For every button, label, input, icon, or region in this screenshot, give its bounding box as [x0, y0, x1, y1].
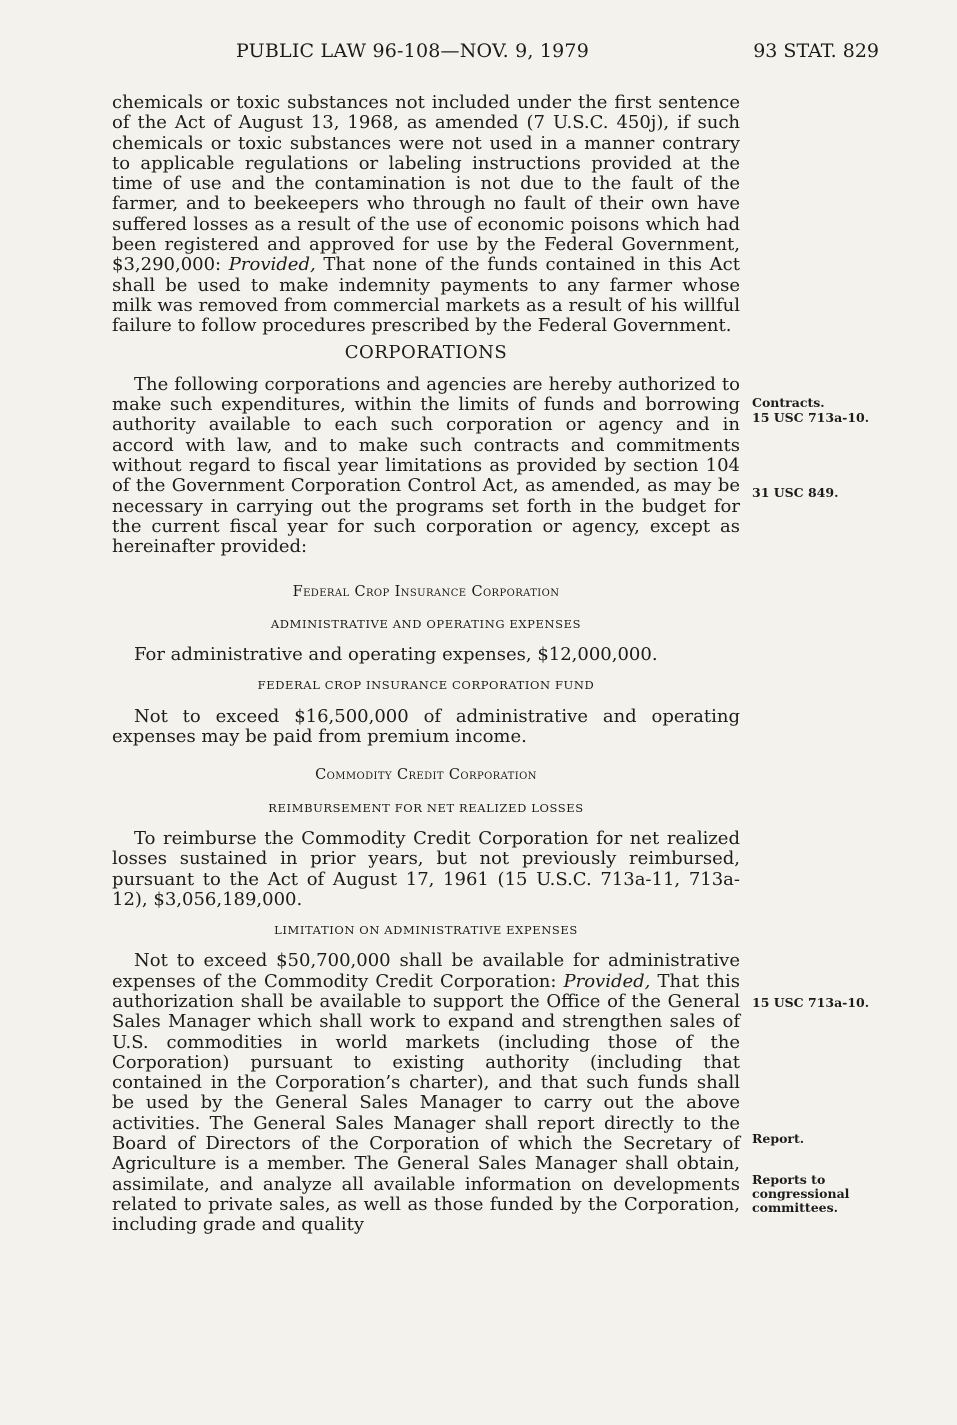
margin-note-report: Report. [752, 1131, 805, 1146]
statute-page-number: 93 STAT. 829 [753, 40, 879, 62]
public-law-title: PUBLIC LAW 96-108—NOV. 9, 1979 [236, 40, 589, 62]
margin-note-line: Reports to [752, 1172, 826, 1187]
body-text-column [112, 93, 740, 1236]
paragraph-text: That none of the funds contained in this Act shall be used to make indemnity payments to any farmer whose milk was removed from commercial markets as a result of his willful failure to follow procedures prescribed by the Federal Government. [112, 254, 740, 337]
margin-note-15-usc-713a-10-second: 15 USC 713a-10. [752, 995, 870, 1010]
paragraph-general-sales-manager [112, 951, 740, 1235]
subheading-administrative-operating-expenses: ADMINISTRATIVE AND OPERATING EXPENSES [270, 616, 582, 631]
paragraph-text: Not to exceed $50,700,000 shall be available for administrative expenses of the Commodity Credit Corporation: [112, 950, 740, 992]
margin-note-15-usc-713a-10: 15 USC 713a-10. [752, 410, 870, 425]
section-heading-corporations: CORPORATIONS [344, 341, 508, 363]
paragraph-reimbursement: To reimburse the Commodity Credit Corporation for net realized losses sustained in prior years, but not previously reimbursed, pursuant to the Act of August 17, 1961 (15 U.S.C. 713a-11, 713a-12), $3,056,189,000. [112, 827, 740, 910]
heading-commodity-credit-corporation: Commodity Credit Corporation [315, 767, 537, 784]
paragraph-text: That this authorization shall be available to support the Office of the General Sales Manager which shall work to expand and strengthen sales of U.S. commodities in world markets (including those of the Corporation) pursuant to existing authority (including that contained in the Corporation’s charter), and that such funds shall be used by the General Sales Manager to carry out the above activities. The General Sales Manager shall report directly to the Board of Directors of the Corporation of which the Secretary of Agriculture is a member. The General Sales Manager shall obtain, assimilate, and analyze all available information on developments related to private sales, as well as those funded by the Corporation, including grade and quality [112, 970, 740, 1236]
margin-note-contracts: Contracts. [752, 395, 825, 410]
subheading-limitation-admin-expenses: LIMITATION ON ADMINISTRATIVE EXPENSES [274, 923, 578, 938]
paragraph-corporations-authority: The following corporations and agencies are hereby authorized to make such expenditures, within the limits of funds and borrowing authority available to each such corporation or agency and in accord with law, and to make such contracts and commitments without regard to fiscal year limitations as provided by section 104 of the Government Corporation Control Act, as amended, as may be necessary in carrying out the programs set forth in the budget for the current fiscal year for such corporation or agency, except as hereinafter provided: [112, 373, 740, 558]
paragraph-admin-expenses: For administrative and operating expenses, $12,000,000. [134, 644, 658, 666]
proviso-term: Provided, [228, 254, 316, 276]
margin-note-line: congressional [752, 1186, 850, 1201]
paragraph-text: chemicals or toxic substances not included under the first sentence of the Act of August 13, 1968, as amended (7 U.S.C. 450j), if such chemicals or toxic substances were not used in a manner contrary to applicable regulations or labeling instructions provided at the time of use and the contamination is not due to the fault of the farmer, and to beekeepers who through no fault of their own have suffered losses as a result of the use of economic poisons which had been registered and approved for use by the Federal Government, $3,290,000: [112, 92, 740, 276]
heading-federal-crop-insurance-corporation: Federal Crop Insurance Corporation [292, 583, 560, 600]
proviso-term: Provided, [563, 970, 651, 992]
margin-note-line: committees. [752, 1200, 838, 1215]
margin-note-31-usc-849: 31 USC 849. [752, 485, 839, 500]
margin-note-reports-to-committees [752, 1173, 892, 1215]
paragraph-indemnity [112, 93, 740, 337]
subheading-reimbursement-losses: REIMBURSEMENT FOR NET REALIZED LOSSES [268, 800, 584, 815]
running-head [0, 40, 957, 76]
subheading-fcic-fund: FEDERAL CROP INSURANCE CORPORATION FUND [257, 678, 595, 693]
paragraph-premium-income: Not to exceed $16,500,000 of administrative and operating expenses may be paid from premium income. [112, 705, 740, 748]
